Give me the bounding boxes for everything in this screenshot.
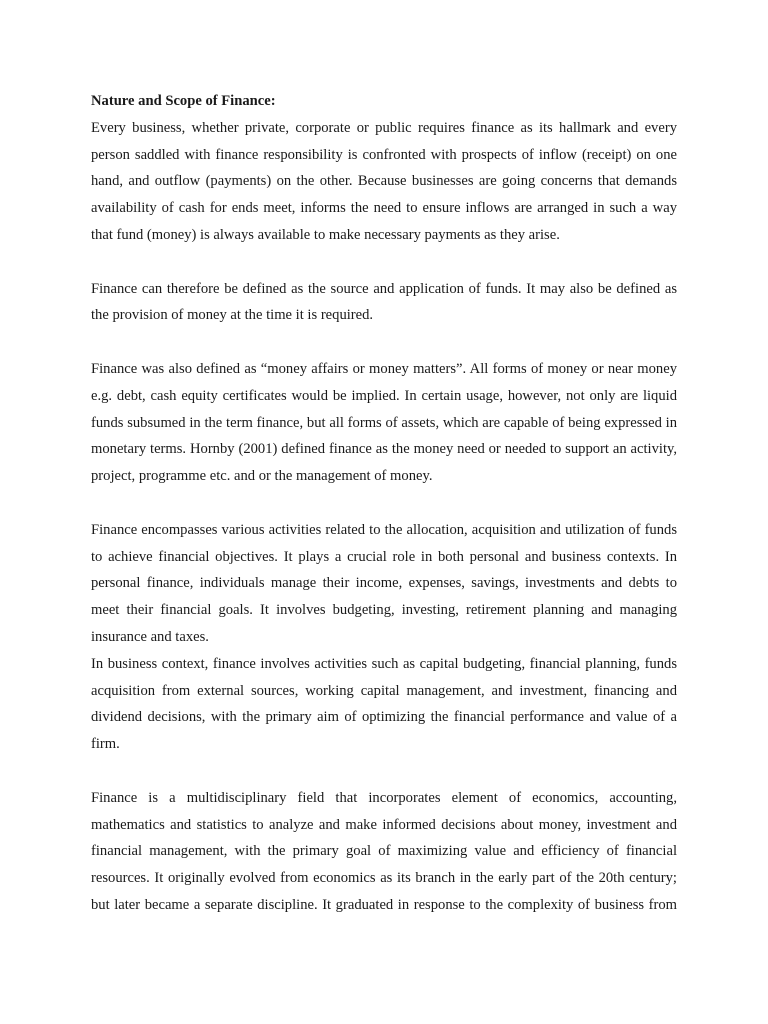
paragraph-gap [91,329,677,356]
paragraph-2: Finance can therefore be defined as the source and application of funds. It may also be defined as the provision of money at the time it is required. [91,280,677,324]
paragraph-4: Finance encompasses various activities related to the allocation, acquisition and utilization of funds to achieve financial objectives. It plays a crucial role in both personal and business contexts. In personal finance, individuals manage their income, expenses, savings, investments and debts to meet their financial goals. It involves budgeting, investing, retirement planning and managing insurance and taxes. [91,521,677,645]
paragraph-gap [91,758,677,785]
document-page [91,88,677,919]
paragraph-5: In business context, finance involves activities such as capital budgeting, financial planning, funds acquisition from external sources, working capital management, and investment, financing and dividend decisions, with the primary aim of optimizing the financial performance and value of a firm. [91,655,677,753]
paragraph-3: Finance was also defined as “money affairs or money matters”. All forms of money or near money e.g. debt, cash equity certificates would be implied. In certain usage, however, not only are liquid funds subsumed in the term finance, but all forms of assets, which are capable of being expressed in monetary terms. Hornby (2001) defined finance as the money need or needed to support an activity, project, programme etc. and or the management of money. [91,360,677,485]
document-title: Nature and Scope of Finance: [91,93,276,109]
paragraph-1: Every business, whether private, corporate or public requires finance as its hallmark and every person saddled with finance responsibility is confronted with prospects of inflow (receipt) on one hand, and outflow (payments) on the other. Because businesses are going concerns that demands availability of cash for ends meet, informs the need to ensure inflows are arranged in such a way that fund (money) is always available to make necessary payments as they arise. [91,119,677,243]
paragraph-gap [91,249,677,276]
paragraph-gap [91,490,677,517]
paragraph-6: Finance is a multidisciplinary field that incorporates element of economics, accounting, mathematics and statistics to analyze and make informed decisions about money, investment and financial management, with the primary goal of maximizing value and efficiency of financial resources. It originally evolved from economics as its branch in the early part of the 20th century; but later became a separate discipline. It graduated in response to the complexity of business from [91,789,677,913]
